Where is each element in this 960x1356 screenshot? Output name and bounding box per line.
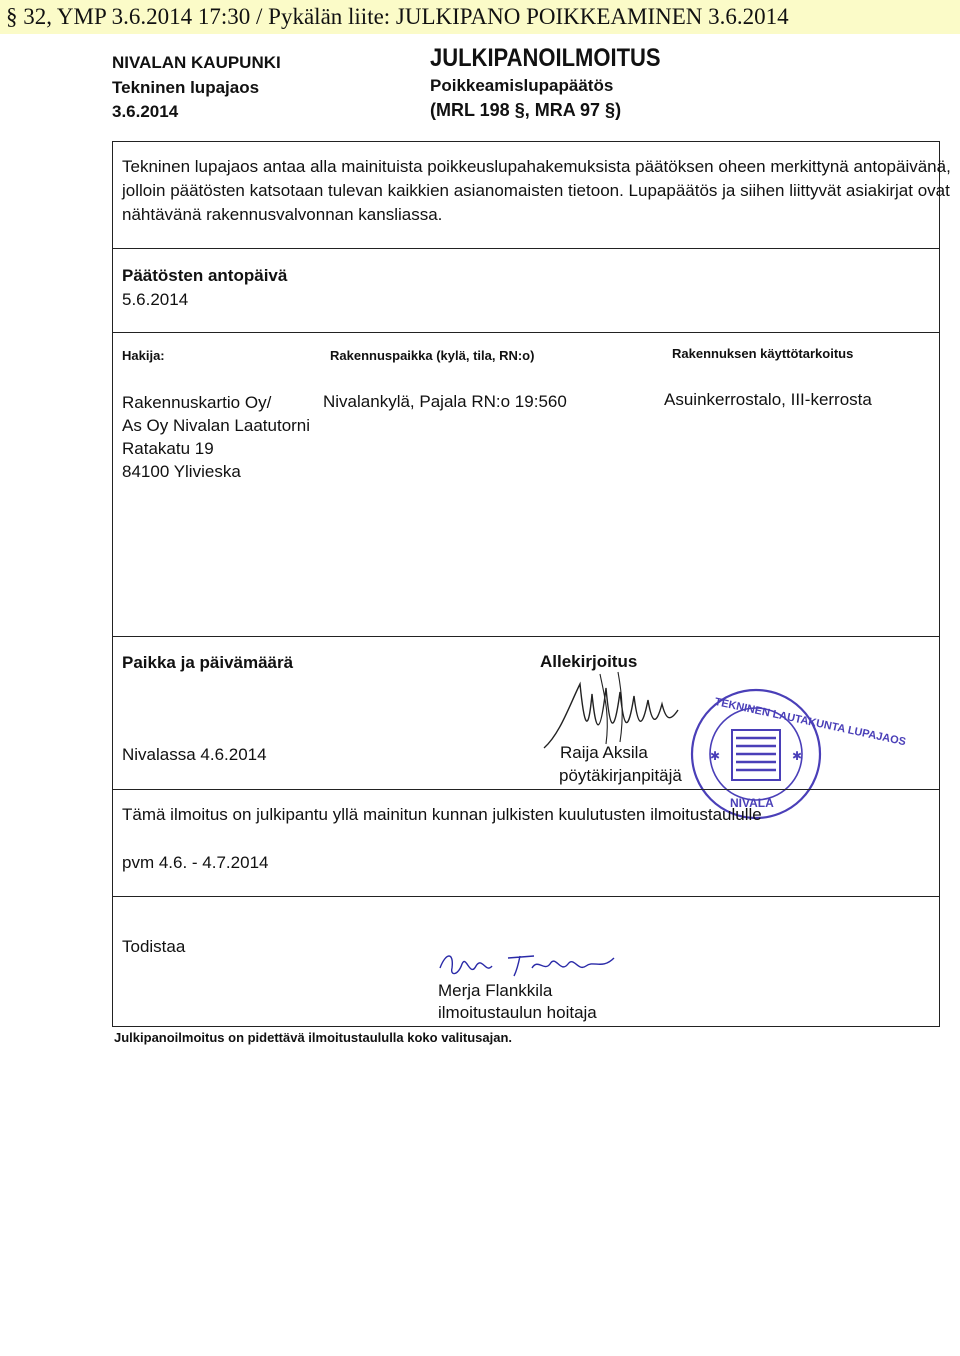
notice-text: Tämä ilmoitus on julkipantu yllä mainitun kunnan julkisten kuulutusten ilmoitustaululle (122, 805, 762, 824)
purpose-value: Asuinkerrostalo, III-kerrosta (664, 390, 872, 409)
divider (112, 789, 940, 790)
signature-label: Allekirjoitus (540, 652, 638, 671)
site-header: Rakennuspaikka (kylä, tila, RN:o) (330, 348, 535, 363)
top-bar-text: § 32, YMP 3.6.2014 17:30 / Pykälän liite: JULKIPANO POIKKEAMINEN 3.6.2014 (6, 4, 789, 29)
applicant-header: Hakija: (122, 348, 165, 363)
purpose-header: Rakennuksen käyttötarkoitus (672, 346, 854, 361)
signer-name: Raija Aksila (560, 743, 648, 762)
dept-name: Tekninen lupajaos (112, 78, 260, 97)
law-reference: (MRL 198 §, MRA 97 §) (430, 100, 622, 120)
certify-signature-scribble (436, 938, 626, 982)
top-bar (0, 0, 960, 34)
applicant-line: Ratakatu 19 (122, 439, 214, 458)
notice-period: pvm 4.6. - 4.7.2014 (122, 853, 269, 872)
place-date-value: Nivalassa 4.6.2014 (122, 745, 267, 764)
place-date-label: Paikka ja päivämäärä (122, 653, 294, 672)
signer-title: pöytäkirjanpitäjä (559, 766, 682, 785)
intro-line-1: Tekninen lupajaos antaa alla mainituista poikkeuslupahakemuksista päätöksen oheen merkittynä antopäivänä, (122, 157, 951, 176)
certify-name: Merja Flankkila (438, 981, 553, 1000)
org-name: NIVALAN KAUPUNKI (112, 53, 281, 72)
applicant-line: As Oy Nivalan Laatutorni (122, 416, 311, 435)
decision-date-value: 5.6.2014 (122, 290, 189, 309)
svg-text:✱: ✱ (792, 749, 803, 763)
header-date: 3.6.2014 (112, 102, 179, 121)
seal-text: TEKNINEN LAUTAKUNTA LUPAJAOS (713, 696, 907, 749)
document-subtitle: Poikkeamislupapäätös (430, 76, 614, 95)
certify-label: Todistaa (122, 937, 186, 956)
seal-bottom: NIVALA (730, 796, 774, 810)
divider (112, 896, 940, 897)
applicant-line: Rakennuskartio Oy/ (122, 393, 272, 412)
decision-date-label: Päätösten antopäivä (122, 266, 288, 285)
applicant-line: 84100 Ylivieska (122, 462, 241, 481)
footer-note: Julkipanoilmoitus on pidettävä ilmoitustaululla koko valitusajan. (114, 1030, 513, 1045)
certify-title: ilmoitustaulun hoitaja (438, 1003, 597, 1022)
document-title: JULKIPANOILMOITUS (430, 44, 661, 72)
divider (112, 248, 940, 249)
divider (112, 636, 940, 637)
intro-line-2: jolloin päätösten katsotaan tulevan kaikkien asianomaisten tietoon. Lupapäätös ja siihen liittyvät asiakirjat ovat (122, 181, 950, 200)
intro-line-3: nähtävänä rakennusvalvonnan kansliassa. (122, 205, 443, 224)
svg-text:✱: ✱ (710, 749, 721, 763)
site-value: Nivalankylä, Pajala RN:o 19:560 (323, 392, 567, 411)
divider (112, 332, 940, 333)
